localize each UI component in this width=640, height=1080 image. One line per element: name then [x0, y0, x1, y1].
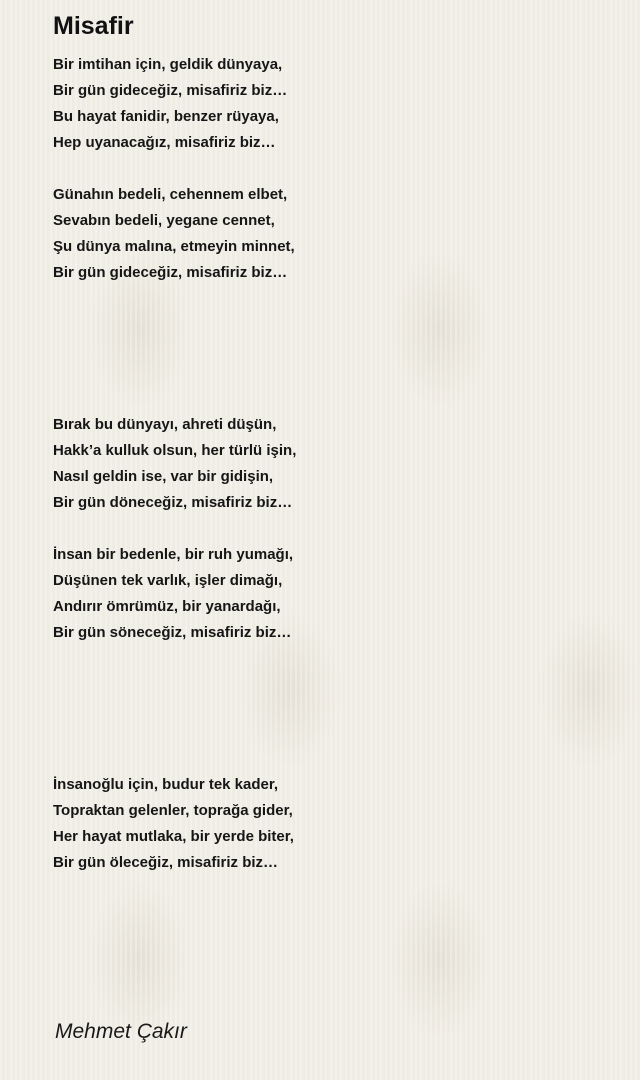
poem-line: Bir gün döneceğiz, misafiriz biz…: [53, 494, 293, 511]
stanza-4: [53, 542, 293, 646]
stanza-1: [53, 52, 287, 156]
poem-line: Her hayat mutlaka, bir yerde biter,: [53, 828, 294, 845]
stanza-2: [53, 182, 295, 286]
poem-line: Bir gün gideceğiz, misafiriz biz…: [53, 82, 288, 99]
poem-line: İnsan bir bedenle, bir ruh yumağı,: [53, 546, 294, 563]
poem-line: Bir gün gideceğiz, misafiriz biz…: [53, 264, 288, 281]
author-name: Mehmet Çakır: [55, 1020, 187, 1043]
poem-line: Bir imtihan için, geldik dünyaya,: [53, 56, 283, 73]
poem-line: Düşünen tek varlık, işler dimağı,: [53, 572, 283, 589]
poem-line: İnsanoğlu için, budur tek kader,: [53, 776, 279, 793]
poem-line: Günahın bedeli, cehennem elbet,: [53, 186, 288, 203]
poem-line: Nasıl geldin ise, var bir gidişin,: [53, 468, 274, 485]
poem-line: Hep uyanacağız, misafiriz biz…: [53, 134, 276, 151]
poem-line: Andırır ömrümüz, bir yanardağı,: [53, 598, 281, 615]
poem-line: Bırak bu dünyayı, ahreti düşün,: [53, 416, 277, 433]
poem-line: Hakk’a kulluk olsun, her türlü işin,: [53, 442, 297, 459]
poem-line: Şu dünya malına, etmeyin minnet,: [53, 238, 295, 255]
poem-line: Bu hayat fanidir, benzer rüyaya,: [53, 108, 279, 125]
stanza-3: [53, 412, 296, 516]
poem-line: Sevabın bedeli, yegane cennet,: [53, 212, 275, 229]
poem-title: Misafir: [53, 12, 134, 40]
stanza-5: [53, 772, 294, 876]
poem-line: Bir gün öleceğiz, misafiriz biz…: [53, 854, 279, 871]
poem-line: Topraktan gelenler, toprağa gider,: [53, 802, 293, 819]
poem-line: Bir gün söneceğiz, misafiriz biz…: [53, 624, 292, 641]
